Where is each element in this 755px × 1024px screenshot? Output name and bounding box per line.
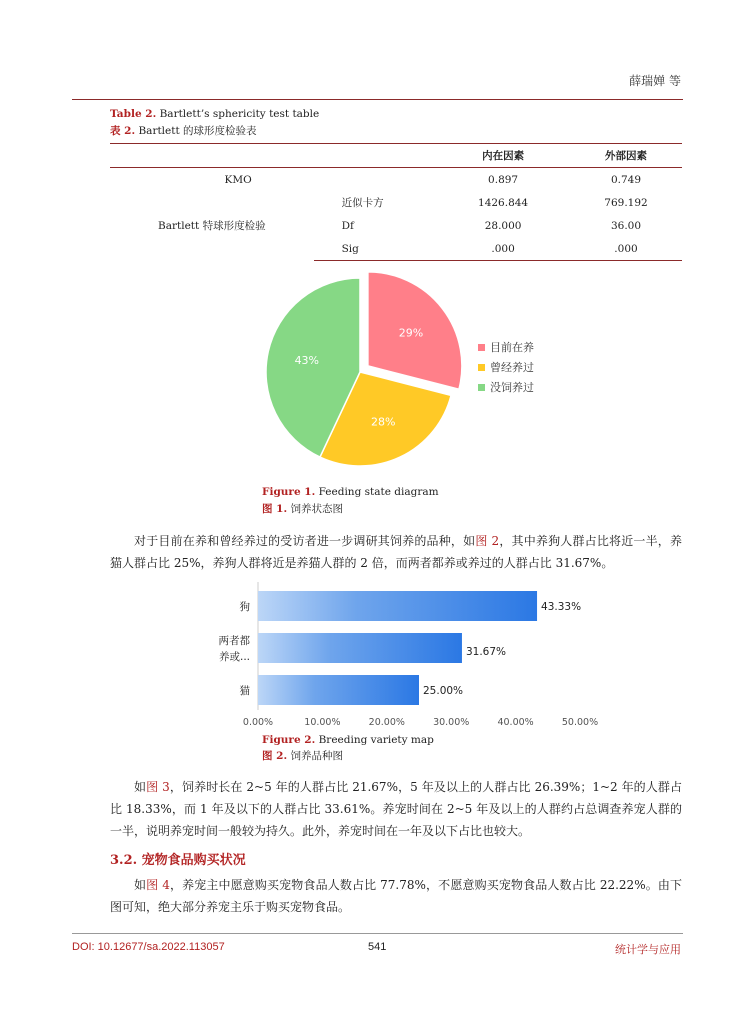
feeding-state-pie-chart — [250, 275, 570, 475]
legend-swatch — [478, 344, 485, 351]
row-internal: 1426.844 — [478, 196, 529, 209]
table2-caption-zh-label: 表 2. — [110, 125, 136, 137]
header-rule — [72, 99, 683, 100]
category-label: 养或... — [218, 651, 250, 663]
bartlett-table — [110, 143, 682, 261]
col-internal-header: 内在因素 — [436, 144, 570, 168]
category-label: 两者都 — [218, 635, 250, 647]
legend-label: 曾经养过 — [490, 361, 534, 374]
figure1-caption-en-text: Feeding state diagram — [315, 486, 439, 498]
paragraph-2-text-a: 如 — [134, 780, 147, 794]
breeding-variety-bar-chart — [210, 580, 599, 730]
table2-caption-en-label: Table 2. — [110, 108, 157, 120]
legend-swatch — [478, 384, 485, 391]
figure1-caption-zh-label: 图 1. — [262, 503, 288, 515]
figure2-caption-zh-text: 饲养品种图 — [287, 750, 343, 762]
paragraph-3-text-b: ，养宠主中愿意购买宠物食品人数占比 77.78%，不愿意购买宠物食品人数占比 22.22%。由下图可知，绝大部分养宠主乐于购买宠物食品。 — [110, 878, 682, 914]
x-tick-label: 10.00% — [304, 717, 341, 728]
figure1-caption-zh-text: 饲养状态图 — [287, 503, 343, 515]
header-author: 薛瑞婵 等 — [629, 74, 681, 88]
table-header-row — [110, 144, 682, 168]
row-name: Df — [341, 219, 354, 232]
figure2-caption-en-label: Figure 2. — [262, 734, 316, 746]
paragraph-1-text-b: ，其中养狗人群占比将近一半，养猫人群占比 25%，养狗人群将近是养猫人群的 2 倍，而两者都养或养过的人群占比 31.67%。 — [110, 534, 682, 570]
row-external: 36.00 — [610, 219, 642, 232]
row-internal: .000 — [436, 237, 570, 261]
paragraph-1-text-a: 对于目前在养和曾经养过的受访者进一步调研其饲养的品种，如 — [134, 534, 476, 548]
paragraph-3-text-a: 如 — [134, 878, 147, 892]
legend-label: 没饲养过 — [490, 381, 534, 394]
row-external: 769.192 — [604, 196, 648, 209]
table2-caption-zh-text: Bartlett 的球形度检验表 — [135, 125, 257, 137]
legend-label: 目前在养 — [490, 341, 534, 354]
figure2-caption-zh — [262, 748, 343, 763]
figure1-caption-en-label: Figure 1. — [262, 486, 316, 498]
section-title: 3.2. 宠物食品购买状况 — [110, 853, 246, 868]
row-external: .000 — [570, 237, 682, 261]
x-tick-label: 40.00% — [497, 717, 534, 728]
paragraph-3 — [110, 874, 682, 918]
figure1-caption-zh — [262, 501, 343, 516]
bar-value-label: 31.67% — [465, 646, 507, 658]
pie-slice-label: 43% — [294, 354, 320, 368]
bar-value-label: 25.00% — [423, 685, 464, 697]
category-label: 狗 — [239, 601, 250, 613]
kmo-external: 0.749 — [570, 168, 682, 192]
pie-slice-label: 29% — [398, 326, 424, 340]
bartlett-label: Bartlett 特球形度检验 — [158, 220, 266, 233]
figure4-link[interactable]: 图 4 — [146, 878, 170, 892]
footer-doi[interactable]: DOI: 10.12677/sa.2022.113057 — [72, 941, 225, 953]
x-tick-label: 0.00% — [242, 717, 274, 728]
category-label: 猫 — [239, 685, 250, 697]
row-name: 近似卡方 — [341, 197, 384, 209]
table2-caption-en — [110, 108, 319, 120]
x-tick-label: 30.00% — [433, 717, 470, 728]
legend-swatch — [478, 364, 485, 371]
x-tick-label: 50.00% — [561, 717, 599, 728]
paragraph-2 — [110, 776, 682, 842]
bar — [258, 633, 462, 663]
table2-caption-en-text: Bartlett’s sphericity test table — [156, 108, 320, 120]
figure2-link[interactable]: 图 2 — [475, 534, 500, 548]
table-row — [110, 191, 682, 214]
footer-rule — [72, 933, 683, 934]
pie-slice-label: 28% — [370, 415, 396, 429]
figure1-caption-en — [262, 486, 439, 498]
paragraph-1 — [110, 530, 682, 574]
paragraph-2-text-b: ，饲养时长在 2~5 年的人群占比 21.67%，5 年及以上的人群占比 26.39%；1~2 年的人群占比 18.33%，而 1 年及以下的人群占比 33.61%。养宠时间在 2~5 年及以上的人群约占总调查养宠人群的一半，说明养宠时间一般较为持久。此外，养宠时间在一年及以下占比也较大。 — [110, 780, 682, 838]
table-row — [110, 168, 682, 192]
bar — [258, 675, 419, 705]
bar-value-label: 43.33% — [541, 601, 582, 613]
figure2-caption-en — [262, 734, 434, 746]
kmo-label: KMO — [110, 168, 436, 192]
table2-caption-zh — [110, 123, 257, 138]
row-name: Sig — [314, 237, 437, 261]
row-internal: 28.000 — [484, 219, 522, 232]
figure2-caption-zh-label: 图 2. — [262, 750, 288, 762]
x-tick-label: 20.00% — [368, 717, 405, 728]
bar — [258, 591, 537, 621]
footer-page-number: 541 — [368, 941, 387, 953]
footer-journal: 统计学与应用 — [615, 944, 681, 956]
figure2-caption-en-text: Breeding variety map — [315, 734, 434, 746]
figure3-link[interactable]: 图 3 — [146, 780, 170, 794]
col-external-header: 外部因素 — [570, 144, 682, 168]
kmo-internal: 0.897 — [436, 168, 570, 192]
